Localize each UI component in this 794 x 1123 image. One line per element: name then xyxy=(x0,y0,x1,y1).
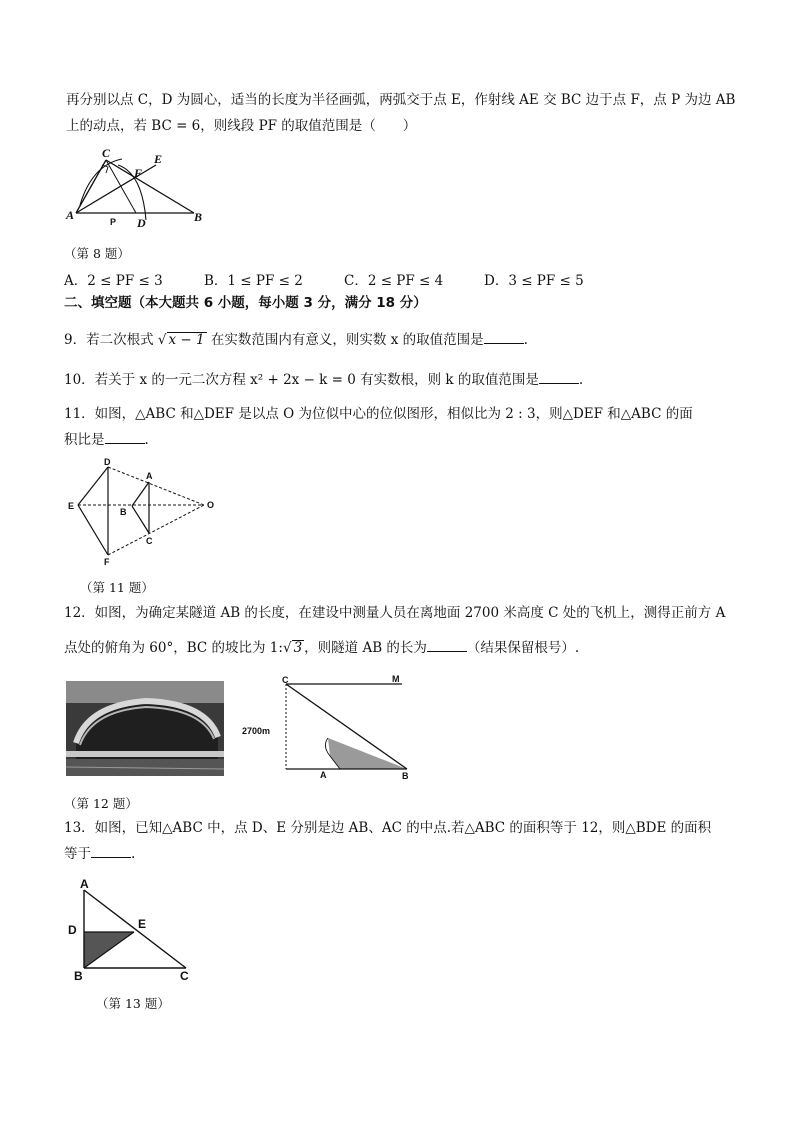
q8-text-line1: 再分别以点 C，D 为圆心，适当的长度为半径画弧，两弧交于点 E，作射线 AE 交 BC 边于点 F，点 P 为边 AB xyxy=(66,92,736,108)
q12-end: （结果保留根号）. xyxy=(466,640,580,656)
q13-label-c: C xyxy=(180,969,189,983)
q8-caption: （第 8 题） xyxy=(64,246,130,261)
q10-end: . xyxy=(578,372,584,388)
q12-label-c: C xyxy=(282,675,289,685)
q9-prefix: 9．若二次根式 xyxy=(64,332,154,348)
q11-label-d: D xyxy=(104,457,111,467)
q13-label-b: B xyxy=(74,969,83,983)
q12-answer-blank[interactable] xyxy=(427,637,467,652)
q12-label-b: B xyxy=(402,771,409,781)
q13-text-line2 xyxy=(64,843,135,864)
q13-label-d: D xyxy=(68,923,77,937)
q8-option-d[interactable]: D．3 ≤ PF ≤ 5 xyxy=(484,273,584,289)
q8-option-b[interactable]: B．1 ≤ PF ≤ 2 xyxy=(204,273,303,289)
q11-caption: （第 11 题） xyxy=(80,580,154,595)
q10-text xyxy=(64,369,583,390)
q11-answer-blank[interactable] xyxy=(105,429,145,444)
q12-text-line1: 12．如图，为确定某隧道 AB 的长度，在建设中测量人员在离地面 2700 米高度 C 处的飞机上，测得正前方 A xyxy=(64,605,726,621)
q11-label-a: A xyxy=(146,471,153,481)
q9-answer-blank[interactable] xyxy=(484,329,524,344)
q11-label-o: O xyxy=(207,500,215,510)
q9-radicand: x − 1 xyxy=(168,332,205,348)
q9-suffix: 在实数范围内有意义，则实数 x 的取值范围是 xyxy=(210,332,484,348)
q11-label-f: F xyxy=(104,557,110,567)
q13-figure xyxy=(64,876,204,986)
q8-label-a: A xyxy=(66,208,75,222)
q13-answer-blank[interactable] xyxy=(91,843,131,858)
q10-prefix: 10．若关于 x 的一元二次方程 x² + 2x − k = 0 有实数根，则 k 的取值范围是 xyxy=(64,372,539,388)
q9-end: . xyxy=(523,332,528,348)
q8-figure xyxy=(62,145,212,230)
q12-suffix: ，则隧道 AB 的长为 xyxy=(304,640,427,656)
q12-label-a: A xyxy=(320,770,327,780)
q12-caption: （第 12 题） xyxy=(64,796,138,811)
q12-tunnel-photo xyxy=(66,681,224,776)
q12-prefix: 点处的俯角为 60°，BC 的坡比为 1: xyxy=(64,640,283,656)
q11-end: . xyxy=(144,432,149,448)
q9-sqrt: √ x − 1 xyxy=(157,332,205,348)
q9-text xyxy=(64,329,528,350)
q13-label-a: A xyxy=(80,877,89,891)
q8-option-c[interactable]: C．2 ≤ PF ≤ 4 xyxy=(344,273,444,289)
q11-line2-text: 积比是 xyxy=(64,432,105,448)
q8-label-p: P xyxy=(110,217,117,227)
section-fill-blank-title: 二、填空题（本大题共 6 小题，每小题 3 分，满分 18 分） xyxy=(64,295,427,311)
q12-label-height: 2700m xyxy=(242,726,271,736)
q12-text-line2 xyxy=(64,637,579,658)
q12-radicand: 3 xyxy=(293,640,303,656)
q11-figure xyxy=(64,455,224,570)
q11-text-line1: 11．如图，△ABC 和△DEF 是以点 O 为位似中心的位似图形，相似比为 2 : 3，则△DEF 和△ABC 的面 xyxy=(64,406,693,422)
q10-answer-blank[interactable] xyxy=(539,369,579,384)
q11-label-e: E xyxy=(68,501,75,511)
q8-label-c: C xyxy=(102,146,111,160)
q12-label-m: M xyxy=(392,674,400,684)
q8-label-f: F xyxy=(134,166,143,180)
q13-line2-text: 等于 xyxy=(64,846,91,862)
q13-end: . xyxy=(131,846,136,862)
q11-label-c: C xyxy=(146,536,153,546)
q8-label-e: E xyxy=(154,152,163,166)
q8-label-d: D xyxy=(137,216,146,230)
q13-label-e: E xyxy=(138,917,147,931)
q13-text-line1: 13．如图，已知△ABC 中，点 D、E 分别是边 AB、AC 的中点.若△ABC 的面积等于 12，则△BDE 的面积 xyxy=(64,820,712,836)
q8-label-b: B xyxy=(194,210,203,224)
q11-text-line2 xyxy=(64,429,149,450)
q8-option-a[interactable]: A．2 ≤ PF ≤ 3 xyxy=(64,273,163,289)
q11-label-b: B xyxy=(120,507,127,517)
q12-diagram xyxy=(242,674,422,784)
q8-text-line2: 上的动点，若 BC = 6，则线段 PF 的取值范围是（ ） xyxy=(66,118,417,134)
q12-sqrt: √ 3 xyxy=(282,640,303,656)
q13-caption: （第 13 题） xyxy=(96,996,170,1011)
